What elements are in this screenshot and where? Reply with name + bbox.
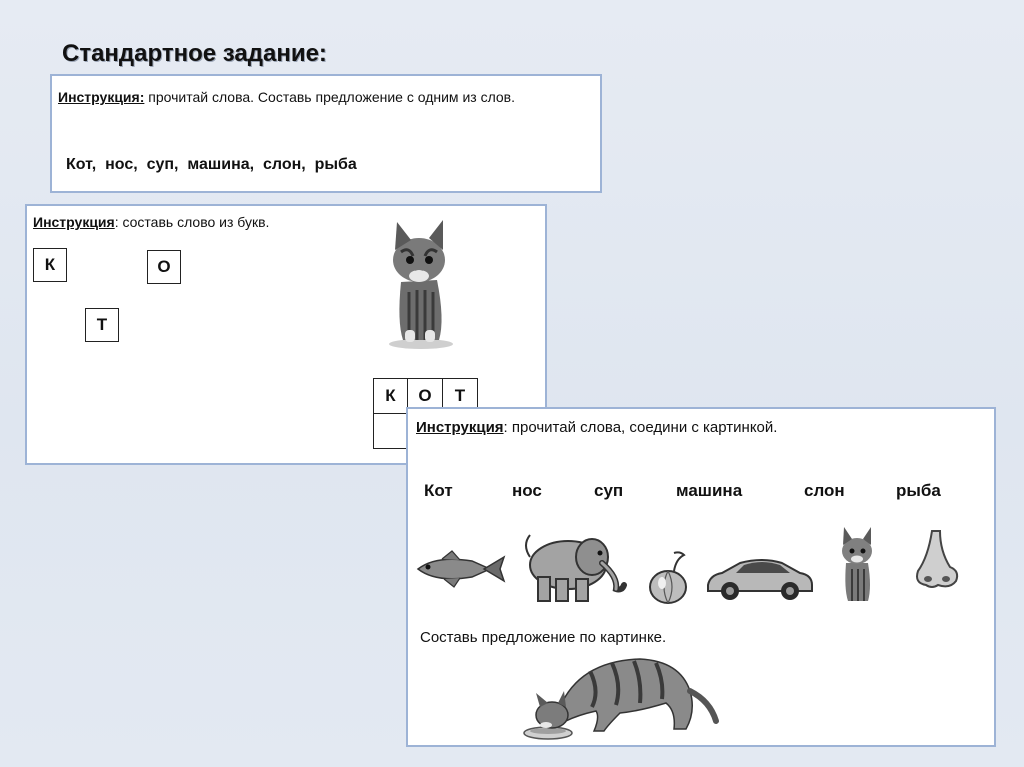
slide-title: Стандартное задание: bbox=[62, 40, 327, 67]
car-icon[interactable] bbox=[704, 551, 816, 601]
answer-cell-1: К bbox=[373, 378, 408, 414]
letter-tile-t[interactable]: Т bbox=[85, 308, 119, 342]
kitten-icon bbox=[379, 212, 459, 352]
letter-tile-o[interactable]: О bbox=[147, 250, 181, 284]
sentence-task: Составь предложение по картинке. bbox=[420, 629, 667, 646]
fish-icon[interactable] bbox=[414, 549, 506, 589]
instruction-text: прочитай слова. Составь предложение с одним из слов. bbox=[144, 89, 516, 105]
word-slon[interactable]: слон bbox=[804, 481, 845, 500]
word-kot[interactable]: Кот bbox=[424, 481, 453, 500]
instruction bbox=[58, 89, 515, 105]
letter-tile-k[interactable]: К bbox=[33, 248, 67, 282]
task-card-match-pictures bbox=[406, 407, 996, 747]
word-list: Кот, нос, суп, машина, слон, рыба bbox=[66, 156, 357, 173]
word-sup[interactable]: суп bbox=[594, 481, 624, 500]
word-mashina[interactable]: машина bbox=[676, 481, 743, 500]
instruction bbox=[416, 419, 777, 436]
elephant-icon[interactable] bbox=[518, 527, 628, 607]
instruction-text: : составь слово из букв. bbox=[114, 214, 270, 230]
kitten-icon[interactable] bbox=[834, 523, 880, 605]
cat-eating-icon bbox=[520, 651, 720, 743]
word-ryba[interactable]: рыба bbox=[896, 481, 941, 500]
word-nos[interactable]: нос bbox=[512, 481, 542, 500]
instruction bbox=[33, 214, 269, 230]
instruction-label: Инструкция bbox=[33, 214, 115, 230]
onion-icon[interactable] bbox=[640, 549, 700, 609]
instruction-label: Инструкция: bbox=[58, 89, 145, 105]
answer-cell-empty[interactable] bbox=[373, 413, 408, 449]
instruction-label: Инструкция bbox=[416, 419, 504, 436]
answer-cell-2: О bbox=[407, 378, 443, 414]
instruction-text: : прочитай слова, соедини с картинкой. bbox=[503, 419, 778, 436]
task-card-read-words bbox=[50, 74, 602, 193]
answer-cell-3: Т bbox=[442, 378, 478, 414]
nose-icon[interactable] bbox=[910, 527, 962, 593]
